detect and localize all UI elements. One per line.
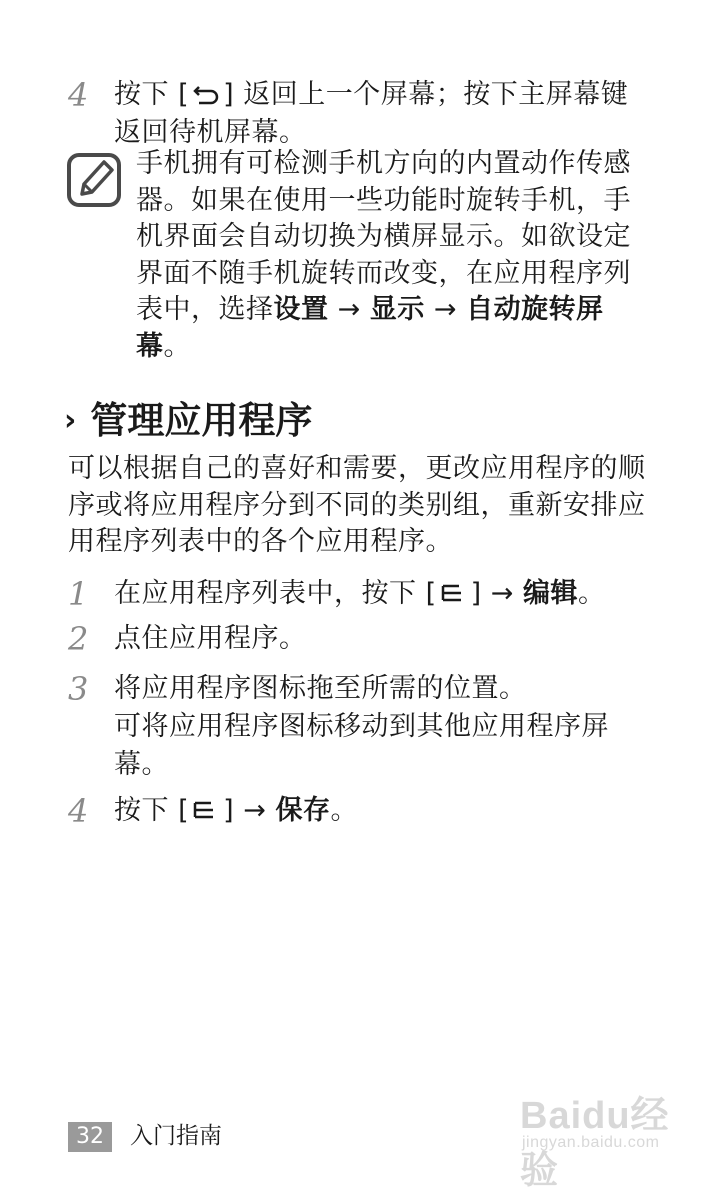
chevron-right-icon: › xyxy=(64,403,77,438)
menu-path-display: 显示 xyxy=(369,294,425,325)
step-text: 按下 [ ] → 保存。 xyxy=(114,795,358,826)
save-label: 保存 xyxy=(275,795,331,826)
section-intro: 可以根据自己的喜好和需要，更改应用程序的顺序或将应用程序分到不同的类别组，重新安排应用程序列表中的各个应用程序。 xyxy=(68,453,646,557)
step-number: 2 xyxy=(68,620,89,658)
step-number: 4 xyxy=(68,792,89,830)
section-title: › 管理应用程序 xyxy=(64,399,313,442)
menu-path-settings: 设置 xyxy=(273,294,329,325)
menu-path-auto-rotate: 自动旋转屏幕 xyxy=(136,294,604,362)
footer-section-name: 入门指南 xyxy=(130,1123,222,1149)
edit-label: 编辑 xyxy=(522,578,578,609)
step-number: 3 xyxy=(68,670,89,708)
step-number: 1 xyxy=(68,575,89,613)
baidu-watermark xyxy=(520,1084,700,1192)
menu-icon xyxy=(439,582,469,604)
step-text: 按下 [ ] 返回上一个屏幕；按下主屏幕键返回待机屏幕。 xyxy=(114,79,629,148)
note-pencil-icon xyxy=(66,152,122,208)
watermark-logo: Baidu经验 xyxy=(520,1095,670,1192)
back-icon xyxy=(191,83,221,105)
step-text: 点住应用程序。 xyxy=(114,623,307,654)
menu-icon xyxy=(191,799,221,821)
step-text: 在应用程序列表中，按下 [ ] → 编辑。 xyxy=(114,578,606,609)
note-text: 手机拥有可检测手机方向的内置动作传感器。如果在使用一些功能时旋转手机，手机界面会自动切换为横屏显示。如欲设定界面不随手机旋转而改变，在应用程序列表中，选择设置 → 显示 → 自动旋转屏幕。 xyxy=(136,148,631,362)
step-subtext: 可将应用程序图标移动到其他应用程序屏幕。 xyxy=(114,711,609,780)
watermark-url: jingyan.baidu.com xyxy=(522,1134,660,1151)
page-number: 32 xyxy=(68,1122,112,1152)
step-number: 4 xyxy=(68,76,89,114)
step-text: 将应用程序图标拖至所需的位置。 xyxy=(114,673,527,704)
